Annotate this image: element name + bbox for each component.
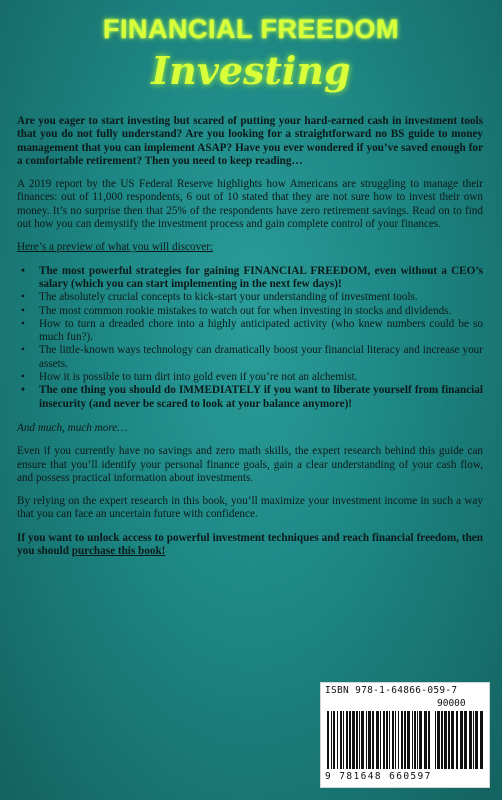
blurb-text bbox=[17, 115, 483, 568]
and-more-line: And much, much more… bbox=[17, 421, 128, 434]
benefits-list bbox=[17, 265, 483, 411]
barcode-bars-icon bbox=[327, 711, 431, 769]
cta-lead: If you want to unlock access to powerful investment techniques and reach financial freedom, then you should bbox=[17, 531, 483, 558]
cover-title: FINANCIAL FREEDOM bbox=[103, 14, 399, 44]
price-barcode-bars-icon bbox=[435, 711, 483, 769]
price-code: 90000 bbox=[437, 698, 466, 709]
isbn-number: ISBN 978-1-64866-059-7 bbox=[325, 685, 458, 696]
cta-paragraph bbox=[17, 532, 483, 559]
intro-paragraph: Are you eager to start investing but scared of putting your hard-earned cash in investment tools that you do not fully understand? Are you looking for a straightforward no BS guide to money management that you can implement ASAP? Have you ever wondered if you’ve saved enough for a comfortable retirement? Then you need to keep reading… bbox=[17, 115, 483, 167]
cover-subtitle: Investing bbox=[151, 48, 351, 93]
report-paragraph: A 2019 report by the US Federal Reserve highlights how Americans are struggling to manage their finances: out of 11,000 respondents, 6 out of 10 stated that they are not sure how to invest their own money. It’s no surprise then that 25% of the respondents have zero retirement savings. Read on to find out how you can demystify the investment process and gain complete control of your finances. bbox=[17, 178, 483, 231]
list-item: • The absolutely crucial concepts to kick-start your understanding of investment tools. bbox=[39, 291, 483, 304]
list-item: • The one thing you should do IMMEDIATELY if you want to liberate yourself from financial insecurity (and never be scared to look at your balance anymore)! bbox=[39, 384, 483, 411]
list-item: • How to turn a dreaded chore into a highly anticipated activity (who knew numbers could be so much fun?). bbox=[39, 318, 483, 345]
list-item: • How it is possible to turn dirt into gold even if you’re not an alchemist. bbox=[39, 371, 483, 384]
ean-number: 9 781648 660597 bbox=[325, 771, 432, 782]
even-if-paragraph: Even if you currently have no savings and zero math skills, the expert research behind this guide can ensure that you’ll identify your personal finance goals, gain a clear understanding of your cash flow, and possess practical information about investments. bbox=[17, 445, 483, 484]
relying-paragraph: By relying on the expert research in this book, you’ll maximize your investment income in such a way that you can face an uncertain future with confidence. bbox=[17, 495, 483, 521]
list-item: • The most powerful strategies for gaining FINANCIAL FREEDOM, even without a CEO’s salary (which you can start implementing in the next few days)! bbox=[39, 265, 483, 292]
preview-heading: Here’s a preview of what you will discover: bbox=[17, 241, 214, 254]
list-item: • The little-known ways technology can dramatically boost your financial literacy and increase your assets. bbox=[39, 344, 483, 371]
purchase-link[interactable]: purchase this book! bbox=[71, 545, 166, 558]
list-item: • The most common rookie mistakes to watch out for when investing in stocks and dividends. bbox=[39, 305, 483, 318]
isbn-barcode bbox=[320, 682, 490, 788]
